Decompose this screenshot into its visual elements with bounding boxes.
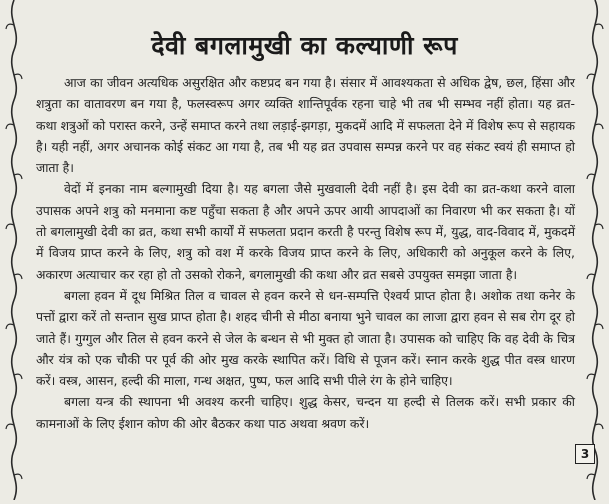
page-number: 3	[575, 444, 595, 464]
vine-ornament-icon	[585, 0, 605, 500]
paragraph: आज का जीवन अत्यधिक असुरक्षित और कष्टप्रद बन गया है। संसार में आवश्यकता से अधिक द्वेष, छल, हिंसा और शत्रुता का वातावरण बन गया है, फलस्वरूप अगर व्यक्ति शान्तिपूर्वक रहना चाहे भी तब भी सम्भव नहीं होता। यह व्रत-कथा शत्रुओं को परास्त करने, उन्हें समाप्त करने तथा लड़ाई-झगड़ा, मुकदमें आदि में सफलता देने में विशेष रूप से सहायक है। यही नहीं, अगर अचानक कोई संकट आ गया है, तब भी यह व्रत उपवास सम्पन्न करने पर वह संकट स्वयं ही समाप्त हो जाता है।	[36, 75, 575, 176]
page-title: देवी बगलामुखी का कल्याणी रूप	[151, 31, 458, 60]
paragraph: बगला हवन में दूध मिश्रित तिल व चावल से हवन करने से धन-सम्पत्ति ऐश्वर्य प्राप्त होता है। अशोक तथा कनेर के पत्तों द्वारा करें तो सन्तान सुख प्राप्त होता है। शहद चीनी से मीठा बनाया भुने चावल का लाजा द्वारा हवन से सब रोग दूर हो जाते हैं। गुग्गुल और तिल से हवन करने से जेल के बन्धन से भी मुक्त हो जाता है। उपासक को चाहिए कि वह देवी के चित्र और यंत्र को एक चौकी पर पूर्व की ओर मुख करके स्थापित करें। विधि से पूजन करें। स्नान करके शुद्ध पीत वस्त्र धारण करें। वस्त्र, आसन, हल्दी की माला, गन्ध अक्षत, पुष्प, फल आदि सभी पीले रंग के होने चाहिए।	[36, 287, 575, 389]
right-vine-border	[585, 0, 605, 500]
paragraph: बगला यन्त्र की स्थापना भी अवश्य करनी चाहिए। शुद्ध केसर, चन्दन या हल्दी से तिलक करें। सभी प्रकार की कामनाओं के लिए ईशान कोण की ओर बैठकर कथा पाठ अथवा श्रवण करें।	[36, 394, 575, 431]
vine-ornament-icon	[4, 0, 24, 500]
paragraph: वेदों में इनका नाम बल्गामुखी दिया है। यह बगला जैसे मुखवाली देवी नहीं है। इस देवी का व्रत-कथा करने वाला उपासक अपने शत्रु को मनमाना कष्ट पहुँचा सकता है और अपने ऊपर आयी आपदाओं का निवारण भी कर सकता है। यों तो बगलामुखी देवी का व्रत, कथा सभी कार्यों में सफलता प्रदान करती है परन्तु विशेष रूप में, युद्ध, वाद-विवाद में, मुकदमें में विजय प्राप्त करने के लिए, शत्रु को वश में करके विजय प्राप्त करने के लिए, अधिकारी को अनुकूल करने के लिए, अकारण अत्याचार कर रहा हो तो उसको रोकने, बगलामुखी की कथा और व्रत सबसे उपयुक्त समझा जाता है।	[36, 181, 575, 282]
left-vine-border	[4, 0, 24, 500]
body-text	[36, 72, 575, 434]
